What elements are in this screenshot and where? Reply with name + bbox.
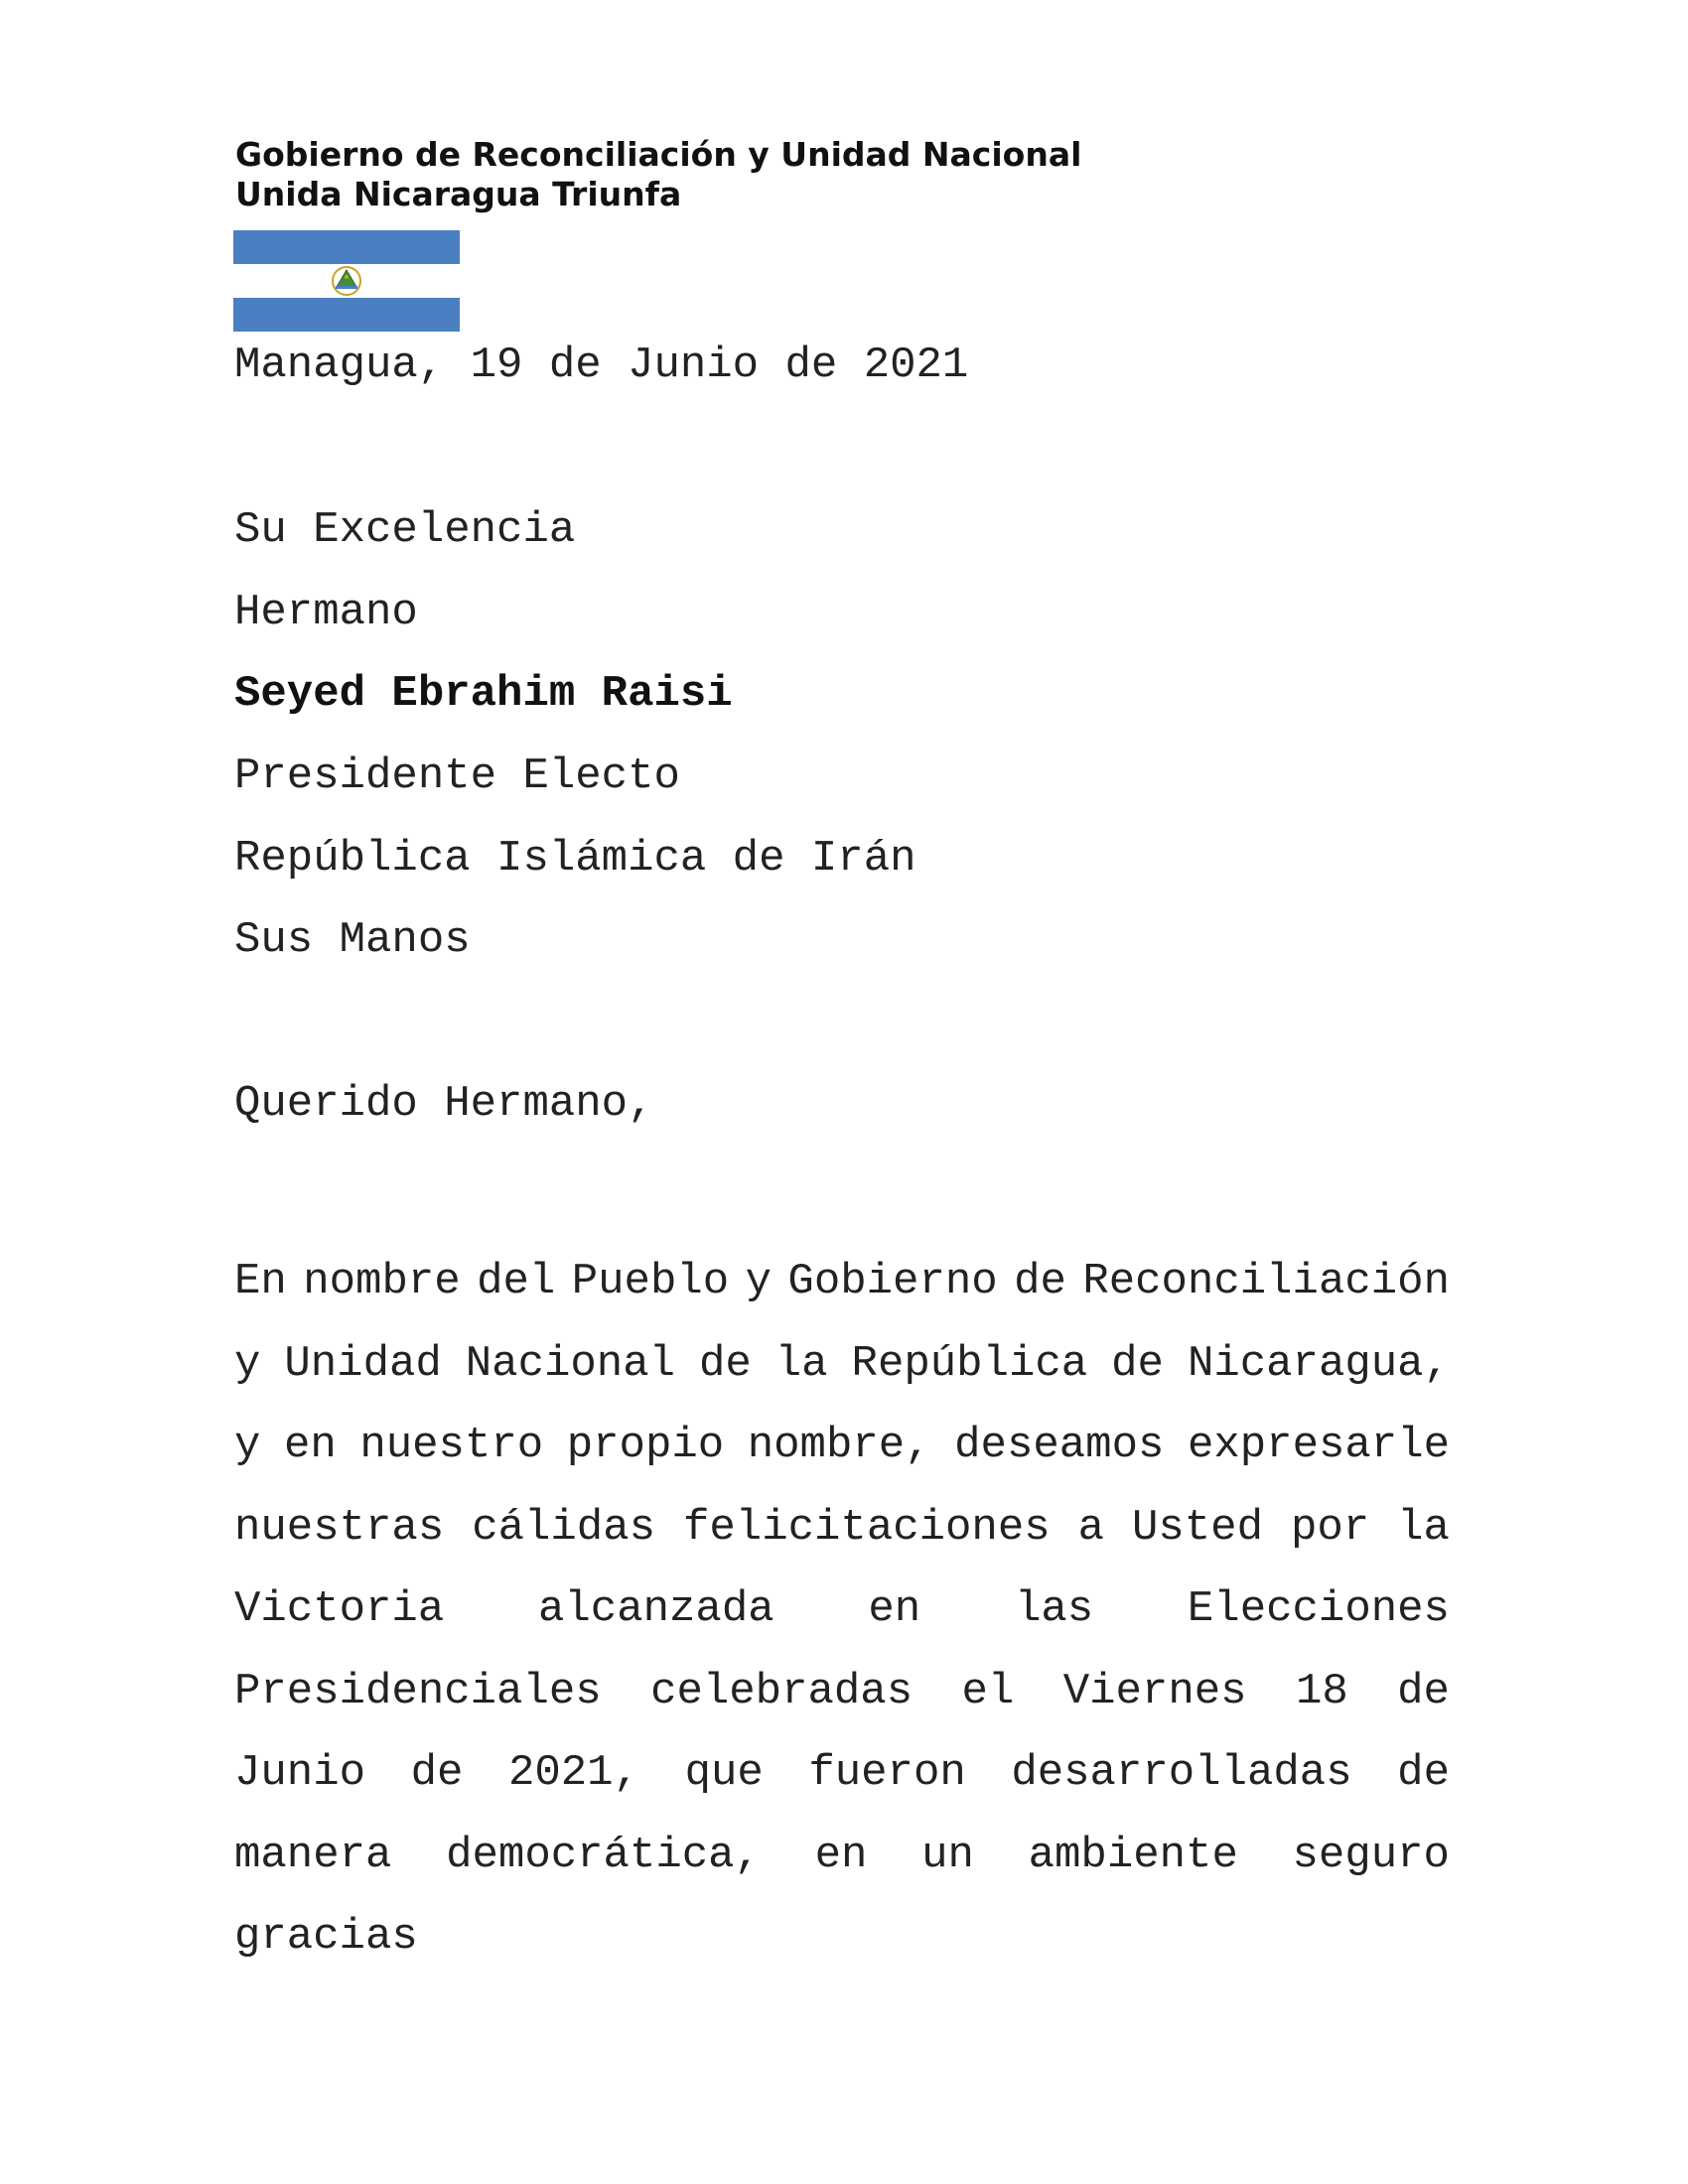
body-word: seguro <box>1292 1830 1450 1880</box>
body-word: de <box>410 1748 464 1798</box>
body-word: y <box>234 1421 261 1470</box>
nicaragua-flag-icon <box>233 230 460 332</box>
body-word: propio <box>566 1421 725 1470</box>
body-word: República <box>851 1338 1088 1389</box>
body-word: un <box>921 1830 974 1880</box>
body-line <box>234 1487 1450 1570</box>
body-word: que <box>684 1748 764 1798</box>
body-line <box>234 1405 1450 1487</box>
body-line <box>234 1651 1450 1733</box>
recipient-delivery: Sus Manos <box>234 915 471 965</box>
body-word: a <box>1077 1502 1105 1553</box>
recipient-name: Seyed Ebrahim Raisi <box>234 669 733 719</box>
body-word: desarrolladas <box>1011 1748 1352 1798</box>
letter-body <box>234 1241 1450 1979</box>
body-word: Nicaragua, <box>1187 1338 1450 1389</box>
body-word: 2021, <box>507 1748 639 1798</box>
body-word: celebradas <box>650 1666 914 1716</box>
body-line <box>234 1241 1450 1323</box>
body-word: Reconciliación <box>1082 1257 1450 1306</box>
body-word: fueron <box>808 1748 966 1798</box>
recipient-title: Presidente Electo <box>234 751 680 801</box>
body-word: democrática, <box>446 1830 761 1880</box>
recipient-country: República Islámica de Irán <box>234 834 916 884</box>
body-word: 18 <box>1295 1666 1348 1716</box>
body-word: Victoria <box>234 1584 445 1634</box>
letter-date: Managua, 19 de Junio de 2021 <box>234 341 969 390</box>
body-word: deseamos <box>954 1421 1165 1470</box>
body-line <box>234 1732 1450 1815</box>
body-word: Presidenciales <box>234 1666 602 1716</box>
body-line <box>234 1323 1450 1406</box>
body-word: gracias <box>234 1912 418 1962</box>
body-word: las <box>1014 1584 1094 1634</box>
body-word: nuestro <box>359 1421 544 1470</box>
body-word: Viernes <box>1062 1666 1247 1716</box>
body-word: de <box>1397 1748 1450 1798</box>
body-word: cálidas <box>472 1502 656 1553</box>
body-word: en <box>814 1830 868 1880</box>
body-word: y <box>234 1338 261 1389</box>
body-word: nombre, <box>747 1421 931 1470</box>
body-word: de <box>1014 1257 1066 1306</box>
body-word: manera <box>234 1830 392 1880</box>
body-line <box>234 1569 1450 1651</box>
body-word: expresarle <box>1187 1421 1450 1470</box>
letterhead-government-name: Gobierno de Reconciliación y Unidad Nacional <box>235 135 1082 174</box>
body-word: nuestras <box>234 1502 445 1553</box>
body-word: Usted <box>1131 1502 1263 1553</box>
body-word: nombre <box>303 1257 461 1306</box>
body-word: la <box>774 1338 828 1389</box>
body-word: Pueblo <box>571 1257 730 1306</box>
body-word: el <box>961 1666 1015 1716</box>
body-word: felicitaciones <box>682 1502 1051 1553</box>
body-word: de <box>1397 1666 1450 1716</box>
body-word: ambiente <box>1028 1830 1238 1880</box>
body-word: de <box>698 1338 752 1389</box>
body-word: y <box>745 1257 772 1306</box>
body-word: Junio <box>234 1748 366 1798</box>
body-word: de <box>1111 1338 1164 1389</box>
body-word: Elecciones <box>1187 1584 1450 1634</box>
letterhead-slogan: Unida Nicaragua Triunfa <box>235 175 682 213</box>
body-word: alcanzada <box>537 1584 774 1634</box>
recipient-honorific: Hermano <box>234 588 418 637</box>
body-word: en <box>283 1421 337 1470</box>
body-word: la <box>1397 1502 1450 1553</box>
body-word: Unidad <box>284 1338 442 1389</box>
body-word: Gobierno <box>787 1257 998 1306</box>
letterhead <box>235 135 1081 214</box>
body-line <box>234 1815 1450 1897</box>
letter-greeting: Querido Hermano, <box>234 1079 654 1129</box>
body-word: del <box>477 1257 556 1306</box>
recipient-salutation: Su Excelencia <box>234 505 576 555</box>
body-word: En <box>234 1257 287 1306</box>
body-line <box>234 1896 1450 1979</box>
body-word: en <box>868 1584 921 1634</box>
body-word: por <box>1290 1502 1370 1553</box>
body-word: Nacional <box>465 1338 676 1389</box>
